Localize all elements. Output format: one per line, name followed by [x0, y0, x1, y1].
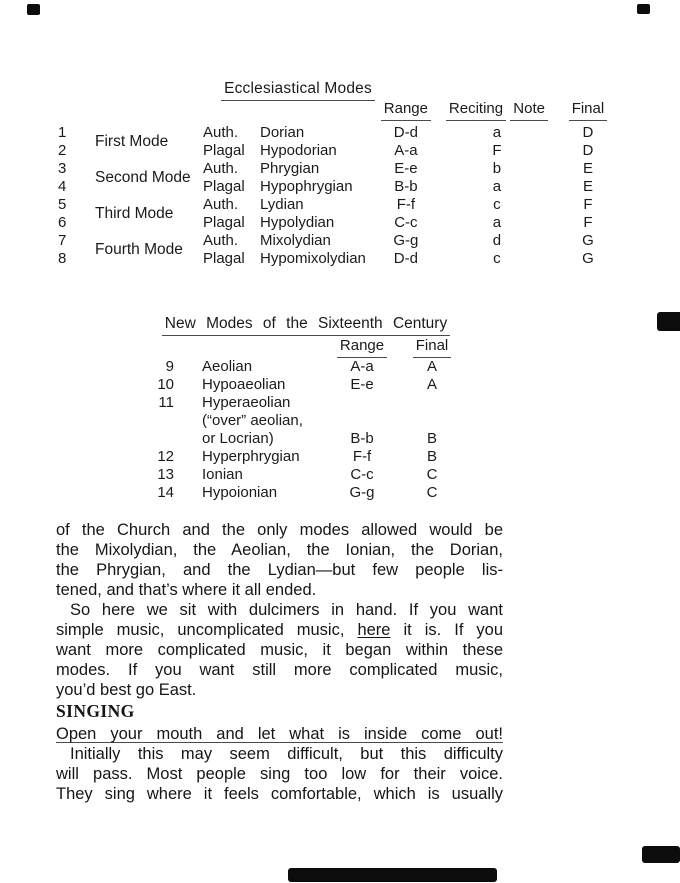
mode-number: 4: [58, 178, 67, 195]
mode-range: C-c: [350, 466, 374, 483]
table2-title-text: New Modes of the Sixteenth Century: [162, 315, 450, 336]
text-line: the Phrygian, and the Lydian—but few people lis-: [56, 561, 503, 579]
mode-number: 14: [157, 484, 174, 501]
mode-final: C: [426, 484, 438, 501]
mode-number: 1: [58, 124, 67, 141]
mode-name-line: (“over” aeolian,: [202, 412, 303, 429]
column-header-reciting-note: Reciting Note: [446, 100, 548, 124]
mode-name: Hyperphrygian: [202, 448, 300, 465]
mode-reciting-note: a: [492, 124, 502, 141]
mode-name: Phrygian: [260, 160, 320, 177]
mode-reciting-note: d: [492, 232, 502, 249]
table-row: [130, 358, 462, 376]
table-row: [55, 232, 628, 250]
column-header-final: Final: [402, 337, 462, 358]
mode-number: 6: [58, 214, 67, 231]
mode-name: Hypolydian: [260, 214, 335, 231]
text-line: want more complicated music, it began within these: [56, 641, 503, 659]
scan-mark-bottom-right: [642, 846, 680, 863]
mode-name: [175, 394, 322, 448]
mode-number: 13: [157, 466, 174, 483]
mode-reciting-note: c: [493, 196, 501, 213]
mode-number: 12: [157, 448, 174, 465]
scan-mark-top-right: [637, 4, 650, 14]
mode-final: E: [582, 160, 593, 177]
mode-name: Hypoaeolian: [202, 376, 286, 393]
section-heading-singing: SINGING: [56, 701, 135, 721]
mode-final: C: [426, 466, 438, 483]
mode-name-line: Hyperaeolian: [202, 394, 291, 411]
mode-number: 2: [58, 142, 67, 159]
column-header-range: Range: [322, 337, 402, 358]
table-row: [55, 160, 628, 178]
mode-number: 5: [58, 196, 67, 213]
mode-reciting-note: b: [492, 160, 502, 177]
mode-name: Mixolydian: [260, 232, 331, 249]
mode-reciting-note: a: [492, 214, 502, 231]
mode-range: D-d: [393, 250, 418, 267]
mode-name: Hypoionian: [202, 484, 278, 501]
text-line: will pass. Most people sing too low for their voice.: [56, 765, 503, 783]
mode-range: E-e: [350, 376, 374, 393]
mode-final: A: [426, 358, 437, 375]
mode-range: B-b: [350, 430, 374, 447]
text-line: you’d best go East.: [56, 681, 197, 699]
mode-group-label: Second Mode: [95, 169, 191, 186]
table1-header-row: [55, 100, 628, 124]
text-line: modes. If you want still more complicated music,: [56, 661, 503, 679]
table-row: [55, 124, 628, 142]
mode-kind: Auth.: [203, 160, 239, 177]
text-line: So here we sit with dulcimers in hand. If you want: [70, 601, 503, 619]
column-header-range: Range: [366, 100, 446, 124]
text-line: tened, and that’s where it all ended.: [56, 581, 317, 599]
underlined-word: here: [357, 621, 391, 639]
mode-final: D: [582, 142, 594, 159]
mode-kind: Auth.: [203, 196, 239, 213]
mode-range: B-b: [394, 178, 418, 195]
mode-range: F-f: [352, 448, 372, 465]
table1-title-text: Ecclesiastical Modes: [221, 80, 375, 101]
body-text: [56, 520, 503, 804]
text-line: of the Church and the only modes allowed would be: [56, 521, 503, 539]
ecclesiastical-modes-table: [55, 100, 628, 268]
text-line: Initially this may seem difficult, but this difficulty: [70, 745, 503, 763]
mode-kind: Plagal: [203, 250, 245, 267]
mode-final: B: [426, 430, 437, 447]
mode-range: G-g: [393, 232, 419, 249]
mode-number: 9: [165, 358, 174, 375]
mode-number: 11: [158, 394, 174, 411]
mode-name-line: or Locrian): [202, 430, 274, 447]
mode-reciting-note: F: [492, 142, 502, 159]
mode-reciting-note: c: [493, 250, 501, 267]
scan-mark-top-left: [27, 4, 40, 15]
mode-range: F-f: [396, 196, 416, 213]
mode-range: G-g: [349, 484, 375, 501]
mode-range: E-e: [394, 160, 418, 177]
mode-final: D: [582, 124, 594, 141]
mode-name: Lydian: [260, 196, 304, 213]
new-modes-table: [130, 337, 462, 502]
mode-final: E: [582, 178, 593, 195]
mode-final: G: [582, 250, 594, 267]
mode-name: Hypodorian: [260, 142, 337, 159]
column-header-final: Final: [548, 100, 628, 124]
text-line: [56, 620, 503, 640]
table1-title: [0, 80, 596, 101]
table-row: [130, 448, 462, 466]
table-row: [130, 466, 462, 484]
mode-name: Aeolian: [202, 358, 253, 375]
scan-mark-right-edge: [657, 312, 680, 331]
mode-group-label: Fourth Mode: [95, 241, 183, 258]
mode-name: Hypomixolydian: [260, 250, 366, 267]
mode-kind: Plagal: [203, 142, 245, 159]
scan-mark-bottom-bar: [288, 868, 497, 882]
mode-kind: Auth.: [203, 232, 239, 249]
mode-kind: Auth.: [203, 124, 239, 141]
mode-kind: Plagal: [203, 178, 245, 195]
mode-reciting-note: a: [492, 178, 502, 195]
mode-range: A-a: [394, 142, 418, 159]
mode-number: 3: [58, 160, 67, 177]
mode-number: 7: [58, 232, 67, 249]
mode-final: A: [426, 376, 437, 393]
mode-final: F: [583, 196, 593, 213]
mode-range: A-a: [350, 358, 374, 375]
mode-range: D-d: [393, 124, 418, 141]
table2-title: [130, 315, 482, 336]
mode-number: 10: [157, 376, 174, 393]
text-line: They sing where it feels comfortable, which is usually: [56, 785, 503, 803]
table-row: [130, 394, 462, 448]
mode-final: B: [426, 448, 437, 465]
underlined-motto-line: Open your mouth and let what is inside come out!: [56, 725, 503, 743]
mode-final: G: [582, 232, 594, 249]
mode-group-label: Third Mode: [95, 205, 174, 222]
table2-header-row: [130, 337, 462, 358]
text-segment: it is. If you: [403, 621, 504, 639]
mode-name: Dorian: [260, 124, 305, 141]
text-segment: simple music, uncomplicated music,: [56, 621, 345, 639]
mode-group-label: First Mode: [95, 133, 169, 150]
table-row: [130, 376, 462, 394]
mode-range: C-c: [394, 214, 418, 231]
mode-final: F: [583, 214, 593, 231]
mode-kind: Plagal: [203, 214, 245, 231]
mode-name: Ionian: [202, 466, 243, 483]
table-row: [55, 196, 628, 214]
mode-number: 8: [58, 250, 67, 267]
mode-name: Hypophrygian: [260, 178, 353, 195]
table-row: [130, 484, 462, 502]
text-line: the Mixolydian, the Aeolian, the Ionian, the Dorian,: [56, 541, 503, 559]
